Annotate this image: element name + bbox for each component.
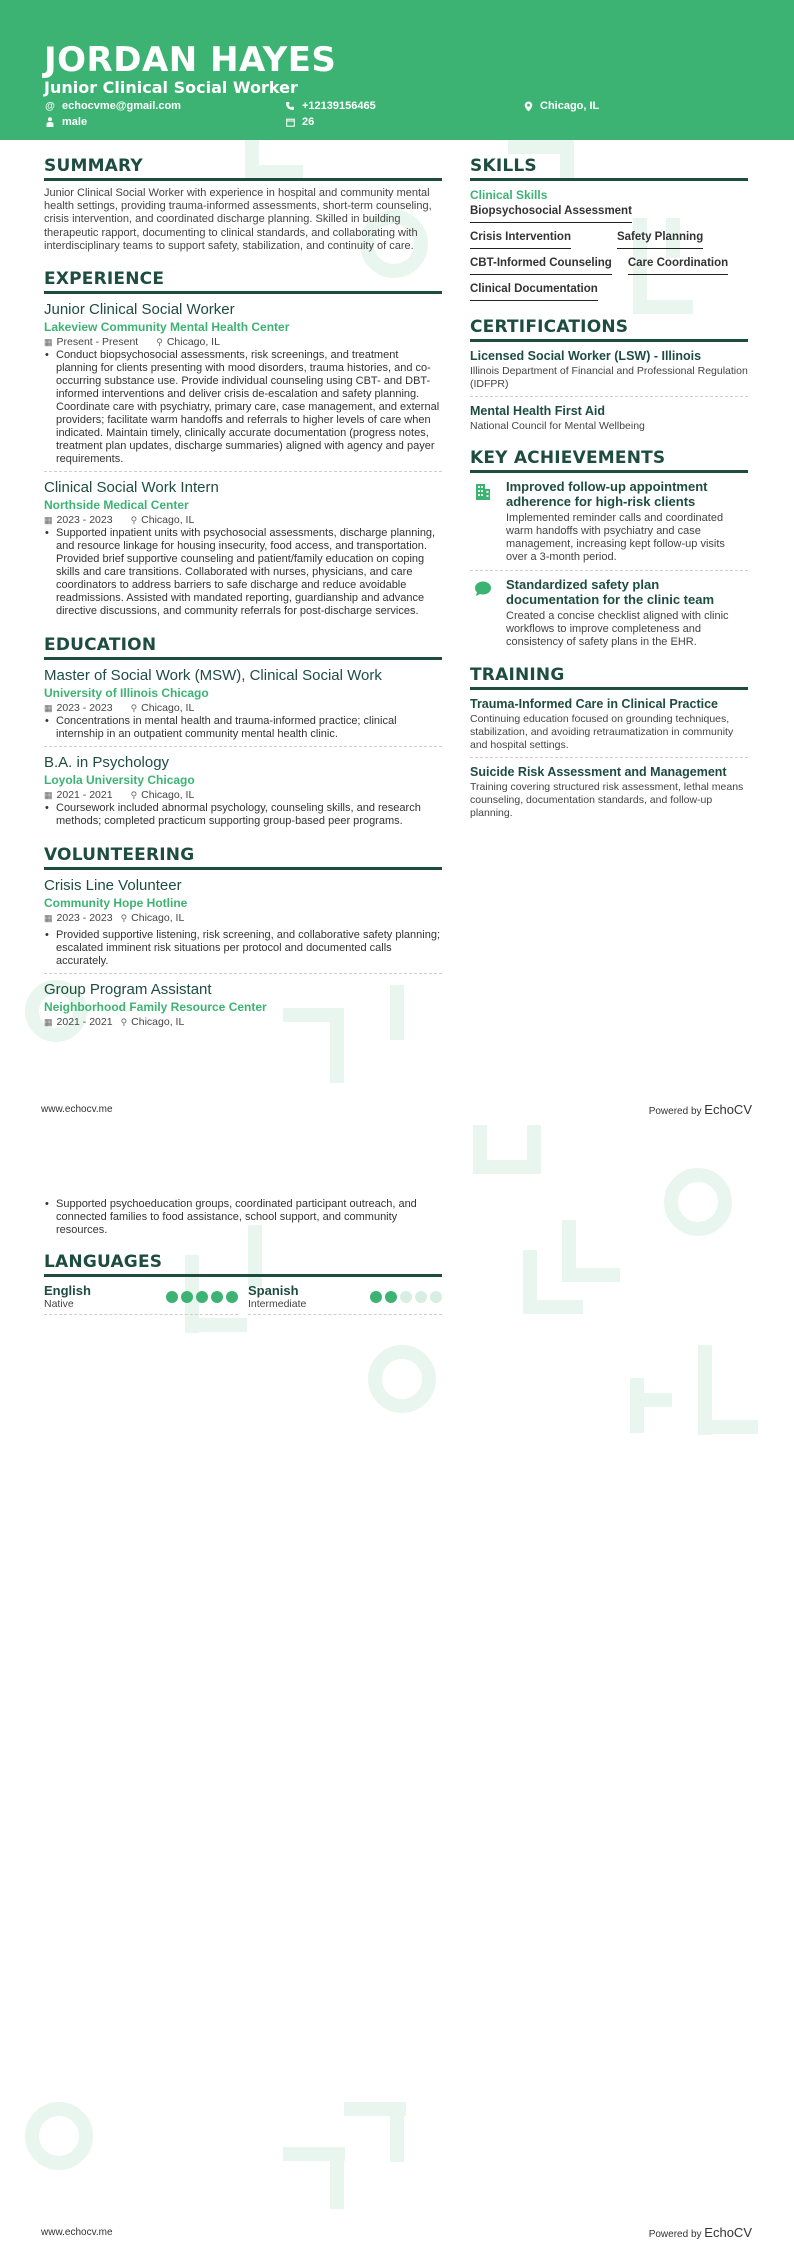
entry-dates: 2023 - 2023 — [56, 702, 113, 715]
volunteering-continued — [44, 1198, 442, 1237]
entry-location: Chicago, IL — [141, 789, 195, 802]
languages-section — [44, 1252, 442, 1315]
training-entry — [470, 696, 748, 758]
left-column-page-2 — [44, 1198, 442, 1315]
dot-filled — [226, 1291, 238, 1303]
certification-name: Mental Health First Aid — [470, 404, 605, 418]
calendar-icon: ▦ — [44, 1017, 53, 1028]
experience-entry — [44, 300, 442, 472]
skill-category: Clinical Skills — [470, 188, 548, 202]
volunteering-entry — [44, 876, 442, 974]
experience-section — [44, 269, 442, 623]
volunteering-section — [44, 845, 442, 1034]
job-title: Junior Clinical Social Worker — [44, 301, 235, 319]
dot-filled — [181, 1291, 193, 1303]
entry-meta — [44, 911, 442, 925]
dot-filled — [370, 1291, 382, 1303]
decor-ring — [25, 2102, 93, 2170]
language-entry — [44, 1283, 238, 1315]
entry-meta — [44, 1015, 442, 1029]
footer-powered-by: Powered by EchoCV — [648, 1102, 752, 1117]
candidate-name: JORDAN HAYES — [44, 40, 337, 80]
entry-meta — [44, 788, 442, 802]
job-title: Clinical Social Work Intern — [44, 479, 219, 497]
decor-shape — [523, 1300, 583, 1314]
skill-list — [470, 203, 748, 301]
contact-email[interactable]: @ echocvme@gmail.com — [45, 100, 181, 112]
section-title: LANGUAGES — [44, 1252, 442, 1277]
certification-entry — [470, 403, 748, 438]
dot-empty — [415, 1291, 427, 1303]
decor-shape — [527, 1125, 541, 1173]
map-pin-icon: ⚲ — [156, 337, 163, 348]
map-pin-icon: ⚲ — [130, 790, 138, 801]
proficiency-dots — [370, 1291, 442, 1303]
skill-tag: Biopsychosocial Assessment — [470, 203, 632, 223]
training-name: Trauma-Informed Care in Clinical Practice — [470, 697, 718, 711]
map-pin-icon: ⚲ — [130, 515, 138, 526]
skill-tag: Crisis Intervention — [470, 229, 571, 249]
training-section — [470, 665, 748, 825]
entry-dates: 2021 - 2021 — [56, 789, 113, 802]
entry-meta — [44, 701, 442, 715]
language-level: Intermediate — [248, 1298, 307, 1310]
training-name: Suicide Risk Assessment and Management — [470, 765, 727, 779]
map-pin-icon — [522, 101, 534, 112]
summary-text: Junior Clinical Social Worker with experience in hospital and community mental health settings, providing trauma-informed assessments, short-term counseling, crisis intervention, and coordinated discharge planning. Skilled in building therapeutic rapport, documenting to clinical standards, and collaborating with interdisciplinary teams to support safety, stabilization, and continuity of care. — [44, 187, 432, 252]
entry-dates: 2021 - 2021 — [56, 1016, 113, 1029]
certification-issuer: National Council for Mental Wellbeing — [470, 420, 645, 432]
map-pin-icon: ⚲ — [120, 1017, 128, 1028]
certifications-section — [470, 317, 748, 438]
achievement-title: Improved follow-up appointment adherence for high-risk clients — [506, 479, 708, 509]
candidate-role: Junior Clinical Social Worker — [44, 78, 298, 97]
decor-shape — [630, 1393, 672, 1407]
decor-shape — [330, 2147, 344, 2209]
entry-meta — [44, 335, 442, 349]
language-name: English — [44, 1283, 91, 1298]
section-title: EXPERIENCE — [44, 269, 442, 294]
language-level: Native — [44, 1298, 74, 1310]
training-desc: Continuing education focused on grounding techniques, stabilization, and avoiding retraumatization in community and hospital settings. — [470, 713, 734, 751]
achievement-desc: Implemented reminder calls and coordinated warm handoffs with psychiatry and case management, increasing kept follow-up visits over a 3-month period. — [506, 512, 725, 563]
dot-filled — [385, 1291, 397, 1303]
skill-tag: CBT-Informed Counseling — [470, 255, 612, 275]
entry-location: Chicago, IL — [131, 912, 185, 925]
language-list — [44, 1283, 442, 1315]
section-title: EDUCATION — [44, 635, 442, 660]
volunteer-role: Group Program Assistant — [44, 981, 212, 999]
dot-empty — [400, 1291, 412, 1303]
degree: B.A. in Psychology — [44, 754, 170, 772]
language-entry — [248, 1283, 442, 1315]
skill-tag: Clinical Documentation — [470, 281, 598, 301]
school: University of Illinois Chicago — [44, 686, 209, 701]
certification-issuer: Illinois Department of Financial and Professional Regulation (IDFPR) — [470, 365, 748, 390]
bullet-item: • Conduct biopsychosocial assessments, risk screenings, and treatment planning for clients presenting with mood disorders, trauma histories, and co-occurring substance use. Provide individual counseling using CBT- and DBT-informed interventions and deliver crisis de-escalation and safety planning. Coordinate care with psychiatry, primary care, case management, and external providers; facilitate warm handoffs and referrals to higher levels of care when indicated. Maintain timely, clinically accurate documentation (progress notes, treatment plan updates, discharge summaries) aligned with agency and payer requirements. — [44, 349, 442, 466]
right-column — [470, 156, 748, 825]
dot-filled — [211, 1291, 223, 1303]
dot-filled — [166, 1291, 178, 1303]
chat-bubble-icon — [470, 577, 496, 649]
volunteer-role: Crisis Line Volunteer — [44, 877, 182, 895]
entry-location: Chicago, IL — [131, 1016, 185, 1029]
education-section — [44, 635, 442, 833]
entry-location: Chicago, IL — [141, 514, 195, 527]
language-name: Spanish — [248, 1283, 299, 1298]
entry-location: Chicago, IL — [141, 702, 195, 715]
bullet-item: • Provided supportive listening, risk screening, and collaborative safety planning; escalated imminent risk situations per protocol and documented calls accurately. — [44, 929, 442, 968]
building-icon — [470, 479, 496, 564]
entry-dates: Present - Present — [56, 336, 139, 349]
achievement-title: Standardized safety plan documentation for the clinic team — [506, 577, 715, 607]
footer-site-link[interactable]: www.echocv.me — [41, 1104, 113, 1115]
contact-location: Chicago, IL — [522, 100, 599, 112]
training-entry — [470, 764, 748, 825]
brand-name: EchoCV — [704, 2225, 752, 2240]
employer: Northside Medical Center — [44, 498, 189, 513]
achievements-section — [470, 448, 748, 655]
entry-location: Chicago, IL — [166, 336, 220, 349]
employer: Lakeview Community Mental Health Center — [44, 320, 290, 335]
entry-dates: 2023 - 2023 — [56, 514, 113, 527]
achievement-desc: Created a concise checklist aligned with clinic workflows to improve completeness and consistency of safety plans in the EHR. — [506, 610, 729, 648]
contact-gender: male — [44, 116, 87, 128]
section-title: VOLUNTEERING — [44, 845, 442, 870]
decor-shape — [185, 1318, 247, 1332]
calendar-icon: ▦ — [44, 913, 53, 924]
certification-entry — [470, 348, 748, 397]
volunteer-org: Neighborhood Family Resource Center — [44, 1000, 267, 1015]
certification-name: Licensed Social Worker (LSW) - Illinois — [470, 349, 702, 363]
achievement-entry — [470, 577, 748, 655]
skill-tag: Safety Planning — [617, 229, 703, 249]
calendar-icon: ▦ — [44, 515, 53, 526]
resume-header — [0, 0, 794, 140]
decor-ring — [664, 1168, 732, 1236]
map-pin-icon: ⚲ — [130, 703, 138, 714]
bullet-item: • Coursework included abnormal psychology, counseling skills, and research methods; completed practicum supporting group-based peer programs. — [44, 802, 442, 828]
volunteer-org: Community Hope Hotline — [44, 896, 188, 911]
person-icon — [44, 117, 56, 127]
decor-shape — [390, 2102, 404, 2162]
education-entry — [44, 666, 442, 747]
summary-section — [44, 156, 442, 253]
training-desc: Training covering structured risk assessment, lethal means counseling, documentation standards, and follow-up planning. — [470, 781, 744, 819]
skill-tag: Care Coordination — [628, 255, 728, 275]
decor-shape — [508, 140, 565, 154]
skills-section — [470, 156, 748, 301]
proficiency-dots — [166, 1291, 238, 1303]
experience-entry — [44, 478, 442, 623]
brand-name: EchoCV — [704, 1102, 752, 1117]
entry-meta — [44, 513, 442, 527]
footer-powered-by: Powered by EchoCV — [648, 2225, 752, 2240]
section-title: SKILLS — [470, 156, 748, 181]
school: Loyola University Chicago — [44, 773, 195, 788]
contact-age: 26 — [284, 116, 314, 128]
calendar-icon: ▦ — [44, 337, 53, 348]
decor-shape — [562, 1268, 620, 1282]
map-pin-icon: ⚲ — [120, 913, 128, 924]
contact-phone[interactable]: +12139156465 — [284, 100, 376, 112]
footer-site-link[interactable]: www.echocv.me — [41, 2227, 113, 2238]
bullet-item: • Supported psychoeducation groups, coordinated participant outreach, and connected families to food assistance, school support, and community resources. — [44, 1198, 442, 1237]
achievement-entry — [470, 479, 748, 571]
degree: Master of Social Work (MSW), Clinical Social Work — [44, 667, 382, 685]
bullet-item: • Supported inpatient units with psychosocial assessments, discharge planning, and resource linkage for housing insecurity, food access, and transportation. Provided brief supportive counseling and patient/family education on coping skills and care transitions. Collaborated with nurses, physicians, and care coordinators to address barriers to safe discharge and reduce avoidable readmissions. Assisted with mandated reporting, guardianship and advance directive discussions, and community referrals for post-discharge services. — [44, 527, 442, 618]
at-sign-icon: @ — [45, 100, 55, 112]
dot-empty — [430, 1291, 442, 1303]
section-title: TRAINING — [470, 665, 748, 690]
calendar-icon — [284, 118, 296, 127]
section-title: SUMMARY — [44, 156, 442, 181]
decor-shape — [698, 1420, 758, 1434]
entry-dates: 2023 - 2023 — [56, 912, 113, 925]
section-title: CERTIFICATIONS — [470, 317, 748, 342]
left-column — [44, 156, 442, 1034]
decor-ring — [368, 1345, 436, 1413]
calendar-icon: ▦ — [44, 703, 53, 714]
dot-filled — [196, 1291, 208, 1303]
bullet-item: • Concentrations in mental health and trauma-informed practice; clinical internship in an outpatient community mental health clinic. — [44, 715, 442, 741]
section-title: KEY ACHIEVEMENTS — [470, 448, 748, 473]
calendar-icon: ▦ — [44, 790, 53, 801]
phone-icon — [284, 101, 296, 111]
education-entry — [44, 753, 442, 833]
volunteering-entry — [44, 980, 442, 1034]
